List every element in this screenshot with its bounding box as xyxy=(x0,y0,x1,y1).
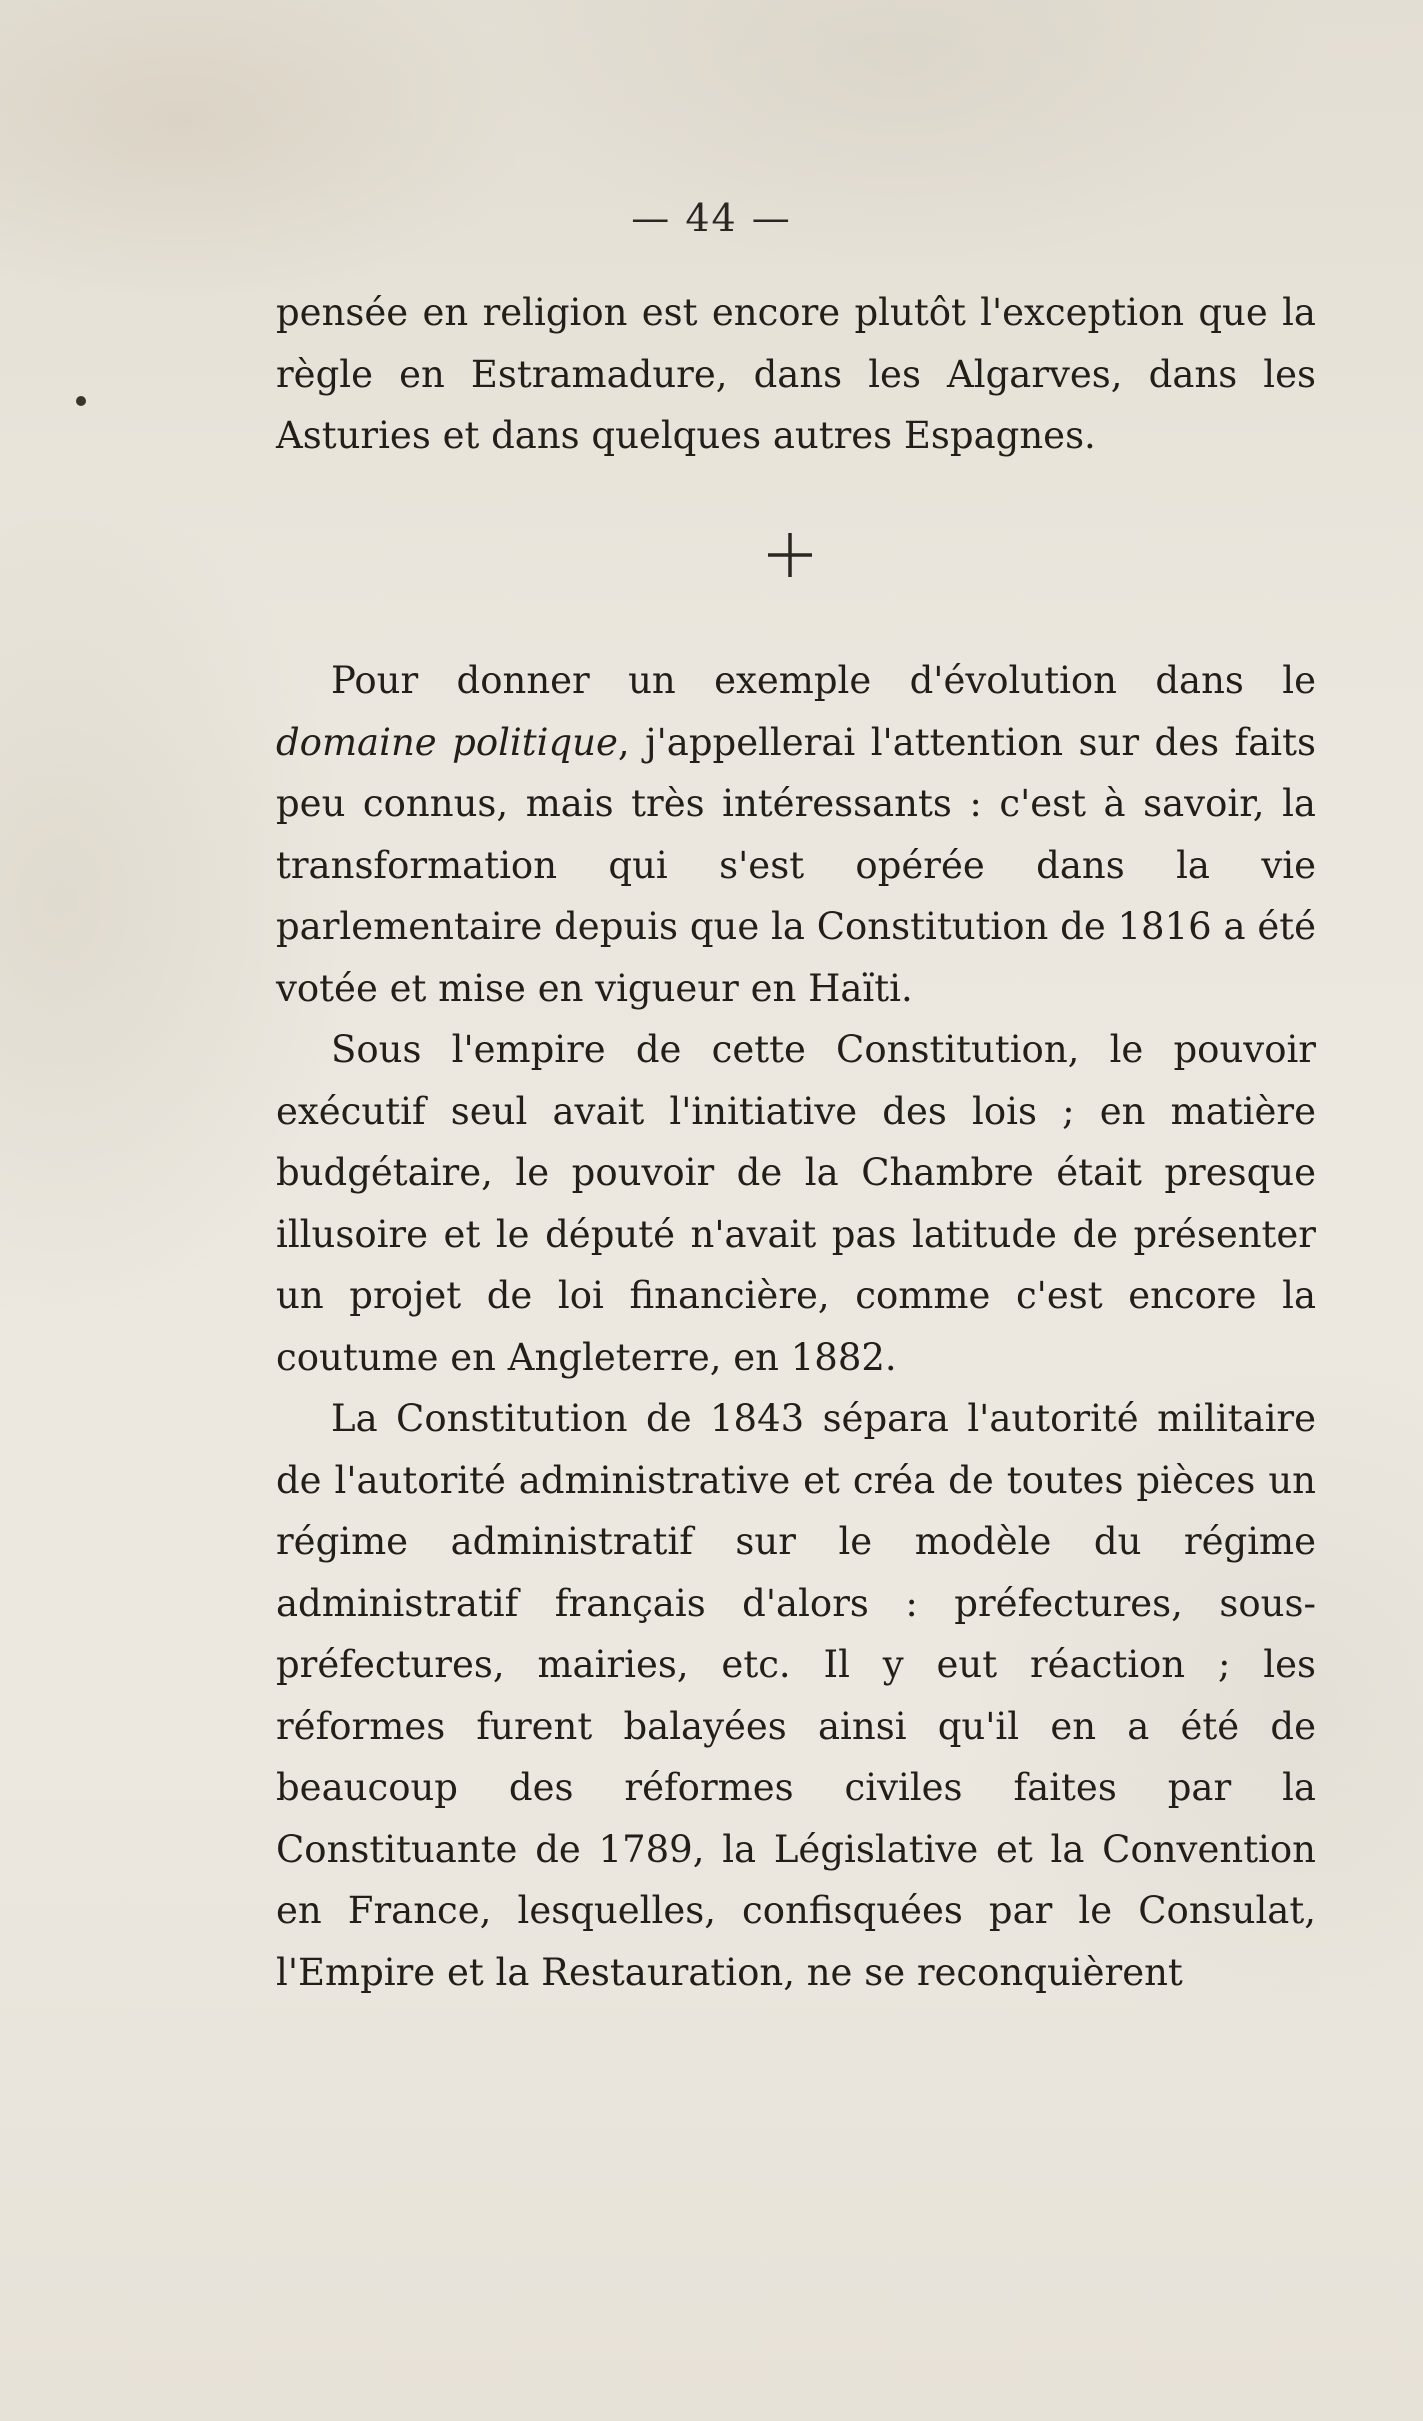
paragraph-lead-text: Pour donner un exemple d'évolution dans le xyxy=(331,659,1316,702)
paragraph-rest-text: , j'appellerai l'attention sur des faits peu connus, mais très intéressants : c'est à savoir, la transformation qui s'est opérée dans la vie parlementaire depuis que la Constitution de 1816 a été votée et mise en vigueur en Haïti. xyxy=(276,720,1316,1010)
page-number: — 44 — xyxy=(631,196,792,240)
italic-phrase: domaine politique xyxy=(276,720,618,764)
text-block-top xyxy=(276,282,1316,467)
paragraph-political-evolution xyxy=(276,650,1316,1019)
paragraph-constitution-1816: Sous l'empire de cette Constitution, le pouvoir exécutif seul avait l'initiative des lois ; en matière budgétaire, le pouvoir de la Chambre était presque illusoire et le député n'avait pas latitude de présenter un projet de loi financière, comme c'est encore la coutume en Angleterre, en 1882. xyxy=(276,1028,1316,1379)
paragraph-religion-exception: pensée en religion est encore plutôt l'exception que la règle en Estramadure, dans les Algarves, dans les Asturies et dans quelques autres Espagnes. xyxy=(276,291,1316,457)
margin-ink-dot xyxy=(76,396,86,406)
plus-cross-mark xyxy=(765,530,815,580)
paragraph-constitution-1843: La Constitution de 1843 sépara l'autorité militaire de l'autorité administrative et créa de toutes pièces un régime administratif sur le modèle du régime administratif français d'alors : préfectures, sous-préfectures, mairies, etc. Il y eut réaction ; les réformes furent balayées ainsi qu'il en a été de beaucoup des réformes civiles faites par la Constituante de 1789, la Législative et la Convention en France, lesquelles, confisquées par le Consulat, l'Empire et la Restauration, ne se reconquièrent xyxy=(276,1397,1316,1994)
text-block-main xyxy=(276,650,1316,2003)
